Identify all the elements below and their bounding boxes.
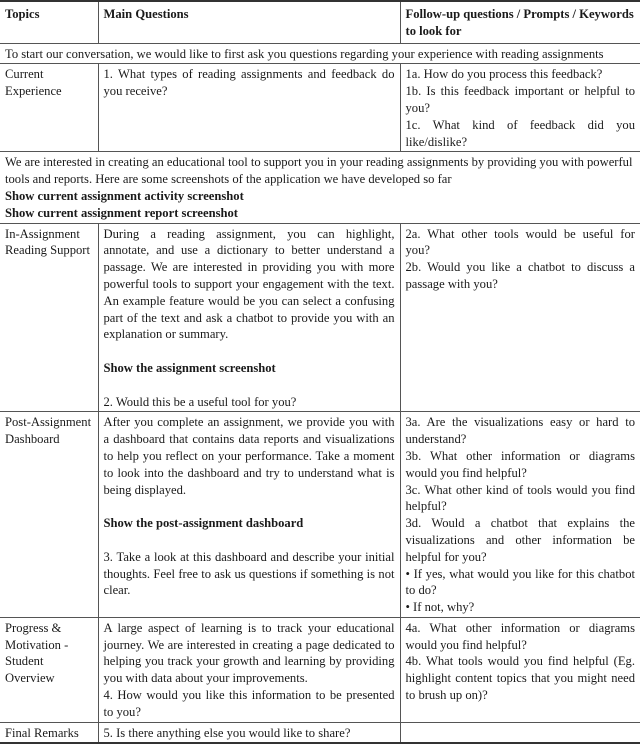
table-row [0, 617, 640, 722]
main-prompt: Show the post-assignment dashboard [103, 516, 304, 531]
main-question-cell [98, 617, 400, 722]
followup-cell [400, 617, 640, 722]
followup-question: 3d. Would a chatbot that explains the visualizations and other information be helpful for you? [405, 516, 635, 564]
followup-cell [400, 223, 640, 412]
main-question-cell [98, 223, 400, 412]
followup-cell [400, 412, 640, 618]
main-text: During a reading assignment, you can highlight, annotate, and use a dictionary to better understand a passage. We are interested in providing you with more powerful tools to support your engagement with the text. An example feature would be you can select a confusing part of the text and ask a chatbot to provide you with an explanation or summary. [103, 226, 395, 342]
header-followups: Follow-up questions / Prompts / Keywords to look for [400, 1, 640, 43]
main-question-cell [98, 64, 400, 152]
followup-question: 1b. Is this feedback important or helpful to you? [405, 84, 635, 115]
main-question: 4. How would you like this information to be presented to you? [103, 688, 395, 719]
followup-question: 2a. What other tools would be useful for you? [405, 226, 635, 258]
followup-question: 3b. What other information or diagrams would you find helpful? [405, 448, 635, 480]
prompt-activity-screenshot: Show current assignment activity screenshot [5, 188, 244, 203]
intro-text-1: To start our conversation, we would like to first ask you questions regarding your experience with reading assignments [0, 43, 640, 64]
followup-question: 2b. Would you like a chatbot to discuss a passage with you? [405, 260, 635, 291]
topic-cell: Progress & Motivation - Student Overview [0, 617, 98, 722]
followup-question: 3a. Are the visualizations easy or hard to understand? [405, 415, 635, 447]
table-row [0, 64, 640, 152]
main-question: 5. Is there anything else you would like to share? [103, 725, 351, 740]
header-row [0, 1, 640, 43]
followup-question: 1c. What kind of feedback did you like/dislike? [405, 117, 635, 149]
main-text: A large aspect of learning is to track your educational journey. We are interested in creating a page dedicated to helping you track your growth and learning by providing you with data about your improvements. [103, 620, 395, 686]
prompt-report-screenshot: Show current assignment report screenshot [5, 205, 238, 220]
followup-bullet: • If yes, what would you like for this chatbot to do? [405, 566, 635, 598]
followup-question: 3c. What other kind of tools would you find helpful? [405, 482, 635, 514]
topic-cell: Final Remarks [0, 722, 98, 743]
topic-cell: Post-Assignment Dashboard [0, 412, 98, 618]
header-main-questions: Main Questions [98, 1, 400, 43]
main-question: 1. What types of reading assignments and feedback do you receive? [103, 67, 395, 99]
main-prompt: Show the assignment screenshot [103, 360, 276, 375]
followup-question: 4b. What tools would you find helpful (Eg. highlight content topics that you might need to brush up on)? [405, 654, 635, 703]
table-row [0, 412, 640, 618]
topic-cell: Current Experience [0, 64, 98, 152]
intro-cell-2 [0, 152, 640, 223]
topic-cell: In-Assignment Reading Support [0, 223, 98, 412]
intro-row-1 [0, 43, 640, 64]
header-topics: Topics [0, 1, 98, 43]
followup-bullet: • If not, why? [405, 600, 475, 615]
followup-question: 1a. How do you process this feedback? [405, 67, 603, 82]
intro-text-2: We are interested in creating an educational tool to support you in your reading assignments by providing you with powerful tools and reports. Here are some screenshots of the application we have developed so far [5, 155, 633, 187]
main-question-cell [98, 722, 400, 743]
followup-cell [400, 722, 640, 743]
followup-question: 4a. What other information or diagrams would you find helpful? [405, 620, 635, 652]
table-row [0, 722, 640, 743]
main-text: After you complete an assignment, we provide you with a dashboard that contains data reports and visualizations to help you reflect on your performance. Take a moment to look into the dashboard and try to understand what is being displayed. [103, 415, 395, 497]
main-question: 2. Would this be a useful tool for you? [103, 394, 297, 409]
main-question-cell [98, 412, 400, 618]
followup-cell [400, 64, 640, 152]
main-question: 3. Take a look at this dashboard and describe your initial thoughts. Feel free to ask us questions if something is not clear. [103, 549, 395, 598]
table-row [0, 223, 640, 412]
intro-row-2 [0, 152, 640, 223]
